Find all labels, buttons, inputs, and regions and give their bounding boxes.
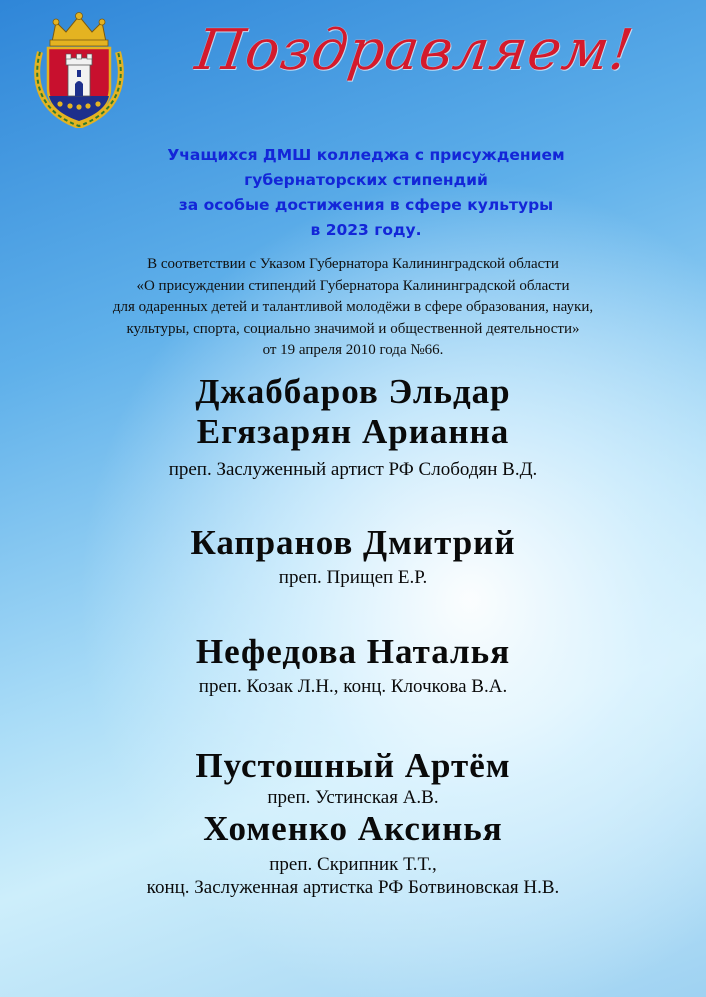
teacher-line: преп. Прищеп Е.Р.	[278, 567, 428, 588]
kaliningrad-coat-of-arms-icon	[30, 12, 128, 128]
heading-line: в 2023 году.	[310, 221, 422, 239]
winner-group	[20, 372, 686, 481]
winners-list	[20, 372, 686, 899]
decree-line: для одаренных детей и талантливой молодёжи в сфере образования, науки,	[112, 299, 594, 315]
student-name: Нефедова Наталья	[195, 632, 511, 671]
heading-line: за особые достижения в сфере культуры	[178, 196, 554, 214]
teacher-line: преп. Устинская А.В.	[267, 787, 439, 808]
greeting-title: Поздравляем!	[191, 18, 638, 83]
heading-line: Учащихся ДМШ колледжа с присуждением	[167, 146, 565, 164]
decree-line: «О присуждении стипендий Губернатора Калининградской области	[136, 277, 570, 294]
decree-line: культуры, спорта, социально значимой и общественной деятельности»	[126, 320, 580, 337]
winner-group	[20, 809, 686, 899]
teacher-line: преп. Заслуженный артист РФ Слободян В.Д.	[168, 459, 538, 480]
student-name: Егязарян Арианна	[196, 412, 510, 451]
teacher-line: преп. Скрипник Т.Т.,	[269, 854, 437, 875]
student-name: Джаббаров Эльдар	[195, 372, 511, 411]
winner-group	[20, 632, 686, 698]
decree-text	[40, 254, 666, 362]
decree-line: В соответствии с Указом Губернатора Калининградской области	[147, 256, 559, 272]
teacher-line: конц. Заслуженная артистка РФ Ботвиновская Н.В.	[146, 877, 560, 898]
student-name: Пустошный Артём	[195, 746, 511, 785]
decree-line: от 19 апреля 2010 года №66.	[262, 342, 444, 358]
winner-group	[20, 523, 686, 589]
student-name: Капранов Дмитрий	[190, 523, 516, 562]
winner-group	[20, 746, 686, 809]
student-name: Хоменко Аксинья	[203, 809, 503, 848]
heading-line: губернаторских стипендий	[244, 171, 488, 189]
teacher-line: преп. Козак Л.Н., конц. Клочкова В.А.	[198, 676, 508, 697]
award-heading	[80, 143, 652, 243]
